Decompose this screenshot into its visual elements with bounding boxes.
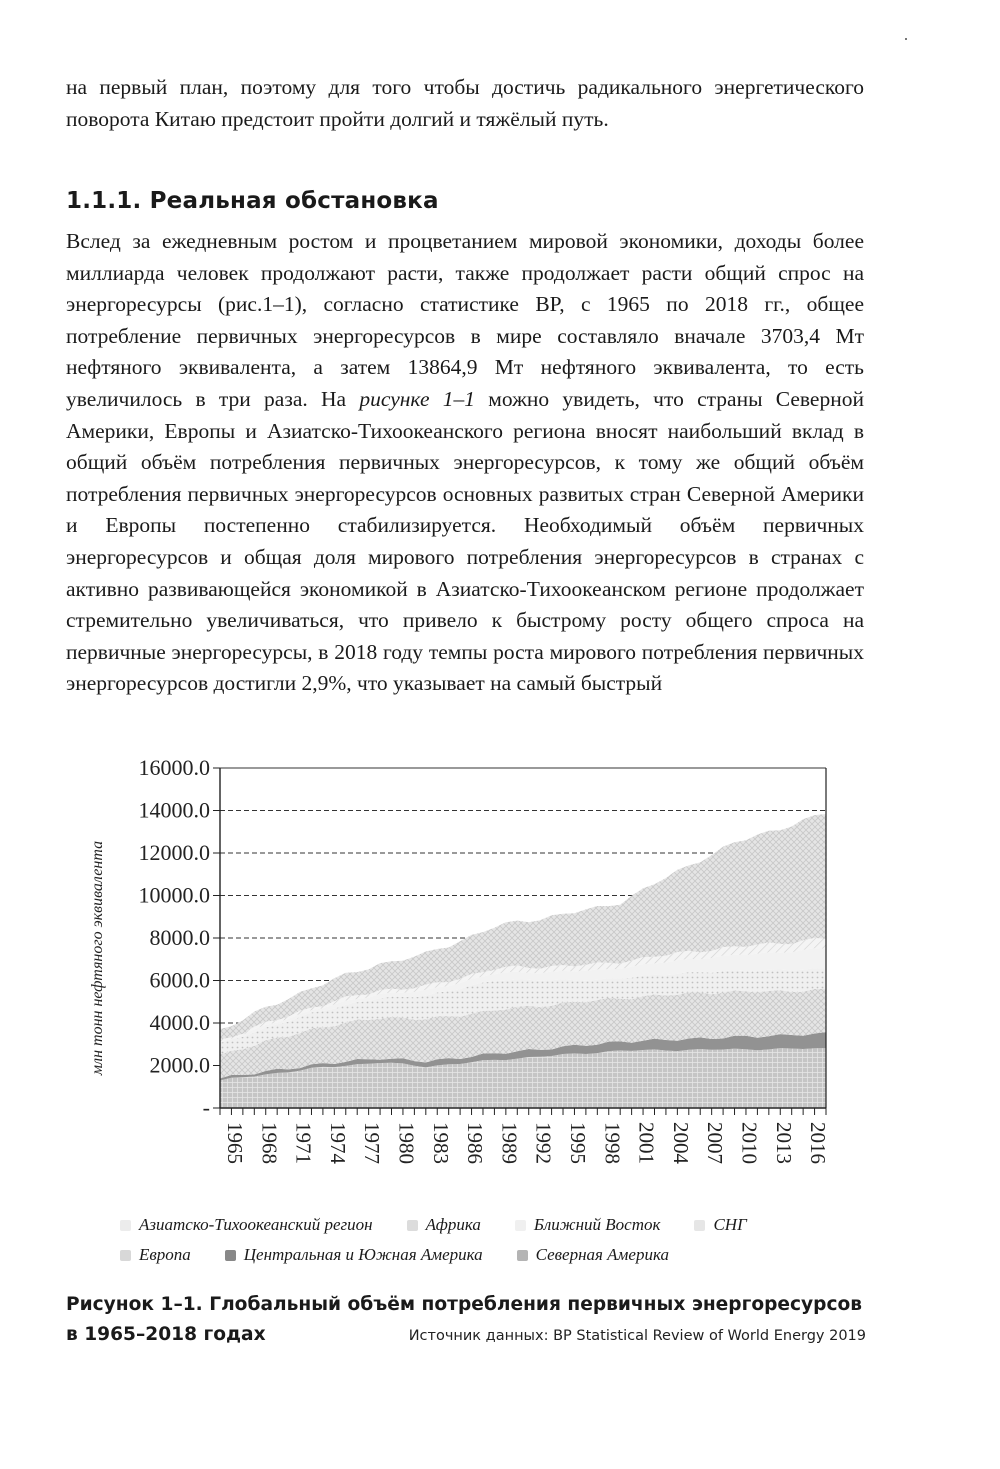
y-tick-label: 2000.0 — [149, 1052, 210, 1078]
y-axis-label: млн тонн нефтяного эквивалента — [89, 840, 106, 1076]
x-tick-label: 1977 — [360, 1122, 385, 1164]
figure-1-1 — [80, 740, 860, 1280]
x-tick-label: 1980 — [394, 1122, 419, 1164]
legend-item-asia-pacific — [120, 1210, 373, 1240]
legend-row-2 — [120, 1240, 860, 1270]
legend-label: Африка — [425, 1215, 481, 1234]
legend-row-1 — [120, 1210, 860, 1240]
caption-title-line1: Рисунок 1–1. Глобальный объём потребления первичных энергоресурсов — [66, 1294, 863, 1315]
legend-swatch — [225, 1250, 236, 1261]
scan-speck — [905, 38, 907, 40]
caption-row2 — [66, 1320, 866, 1350]
x-tick-label: 1974 — [325, 1122, 350, 1164]
x-tick-label: 1995 — [566, 1122, 591, 1164]
legend-swatch — [694, 1220, 705, 1231]
section-heading: 1.1.1. Реальная обстановка — [66, 188, 439, 214]
main-paragraph-part1: Вслед за ежедневным ростом и процветанием мировой экономики, доходы более миллиарда человек продолжают расти, также продолжает расти общий спрос на энергоресурсы (рис.1–1), согласно статистике BP, с 1965 по 2018 гг., общее потребление первичных энергоресурсов в мире составляло вначале 3703,4 Мт нефтяного эквивалента, а затем 13864,9 Мт нефтяного эквивалента, то есть увеличилось в три раза. На — [66, 229, 864, 411]
x-tick-label: 2001 — [634, 1122, 659, 1164]
legend-item-cis — [694, 1210, 746, 1240]
y-tick-label: 16000.0 — [138, 755, 210, 780]
y-tick-label: 6000.0 — [149, 967, 210, 993]
chart-legend — [120, 1210, 860, 1270]
x-tick-label: 2010 — [737, 1122, 762, 1164]
energy-consumption-chart — [80, 740, 860, 1210]
y-tick-label: 12000.0 — [138, 840, 210, 865]
legend-item-north-america — [517, 1240, 669, 1270]
legend-label: Центральная и Южная Америка — [243, 1245, 483, 1264]
x-tick-label: 1971 — [291, 1122, 316, 1164]
x-tick-label: 1998 — [600, 1122, 625, 1164]
main-paragraph — [66, 226, 864, 700]
legend-item-africa — [407, 1210, 481, 1240]
x-tick-label: 1968 — [257, 1122, 282, 1164]
legend-item-central-south-america — [225, 1240, 483, 1270]
top-paragraph: на первый план, поэтому для того чтобы достичь радикального энергетического поворота Китаю предстоит пройти долгий и тяжёлый путь. — [66, 75, 864, 131]
legend-swatch — [515, 1220, 526, 1231]
legend-swatch — [517, 1250, 528, 1261]
y-tick-label: 10000.0 — [138, 882, 210, 908]
legend-swatch — [120, 1220, 131, 1231]
legend-label: СНГ — [713, 1215, 747, 1234]
main-paragraph-part2: можно увидеть, что страны Северной Америки, Европы и Азиатско-Тихоокеанского региона вносят наибольший вклад в общий объём потребления первичных энергоресурсов, к тому же общий объём потребления первичных энергоресурсов основных развитых стран Северной Америки и Европы постепенно стабилизируется. Необходимый объём первичных энергоресурсов и общая доля мирового потребления энергоресурсов в странах с активно развивающейся экономикой в Азиатско-Тихоокеанском регионе продолжает стремительно увеличиваться, что привело к быстрому росту общего спроса на первичные энергоресурсы, в 2018 году темпы роста мирового потребления первичных энергоресурсов достигли 2,9%, что указывает на самый быстрый — [66, 386, 864, 696]
legend-label: Ближний Восток — [533, 1215, 661, 1234]
x-tick-labels — [223, 1122, 830, 1165]
x-tick-label: 2016 — [806, 1122, 831, 1164]
y-tick-label: - — [202, 1095, 210, 1120]
legend-item-europe — [120, 1240, 191, 1270]
x-tick-label: 2007 — [703, 1122, 728, 1164]
x-tick-label: 2013 — [771, 1122, 796, 1164]
legend-item-middle-east — [515, 1210, 661, 1240]
x-tick-label: 1989 — [497, 1122, 522, 1164]
legend-label: Северная Америка — [535, 1245, 669, 1264]
legend-label: Европа — [139, 1245, 191, 1264]
x-tick-label: 2004 — [668, 1122, 693, 1164]
legend-swatch — [407, 1220, 418, 1231]
y-tick-labels — [139, 755, 211, 1120]
figure-caption — [66, 1290, 866, 1350]
x-tick-label: 1986 — [463, 1122, 488, 1164]
y-tick-label: 4000.0 — [149, 1010, 210, 1035]
y-tick-label: 14000.0 — [138, 797, 210, 823]
x-tick-label: 1983 — [428, 1122, 453, 1164]
legend-label: Азиатско-Тихоокеанский регион — [139, 1215, 373, 1234]
legend-swatch — [120, 1250, 131, 1261]
x-tick-label: 1965 — [223, 1122, 247, 1164]
x-tick-label: 1992 — [531, 1122, 556, 1164]
caption-title-line2: в 1965–2018 годах — [66, 1324, 266, 1345]
stacked-areas — [220, 814, 826, 1108]
y-tick-label: 8000.0 — [149, 925, 210, 950]
caption-source: Источник данных: BP Statistical Review of World Energy 2019 — [408, 1328, 866, 1344]
figure-reference: рисунке 1–1 — [359, 386, 475, 411]
